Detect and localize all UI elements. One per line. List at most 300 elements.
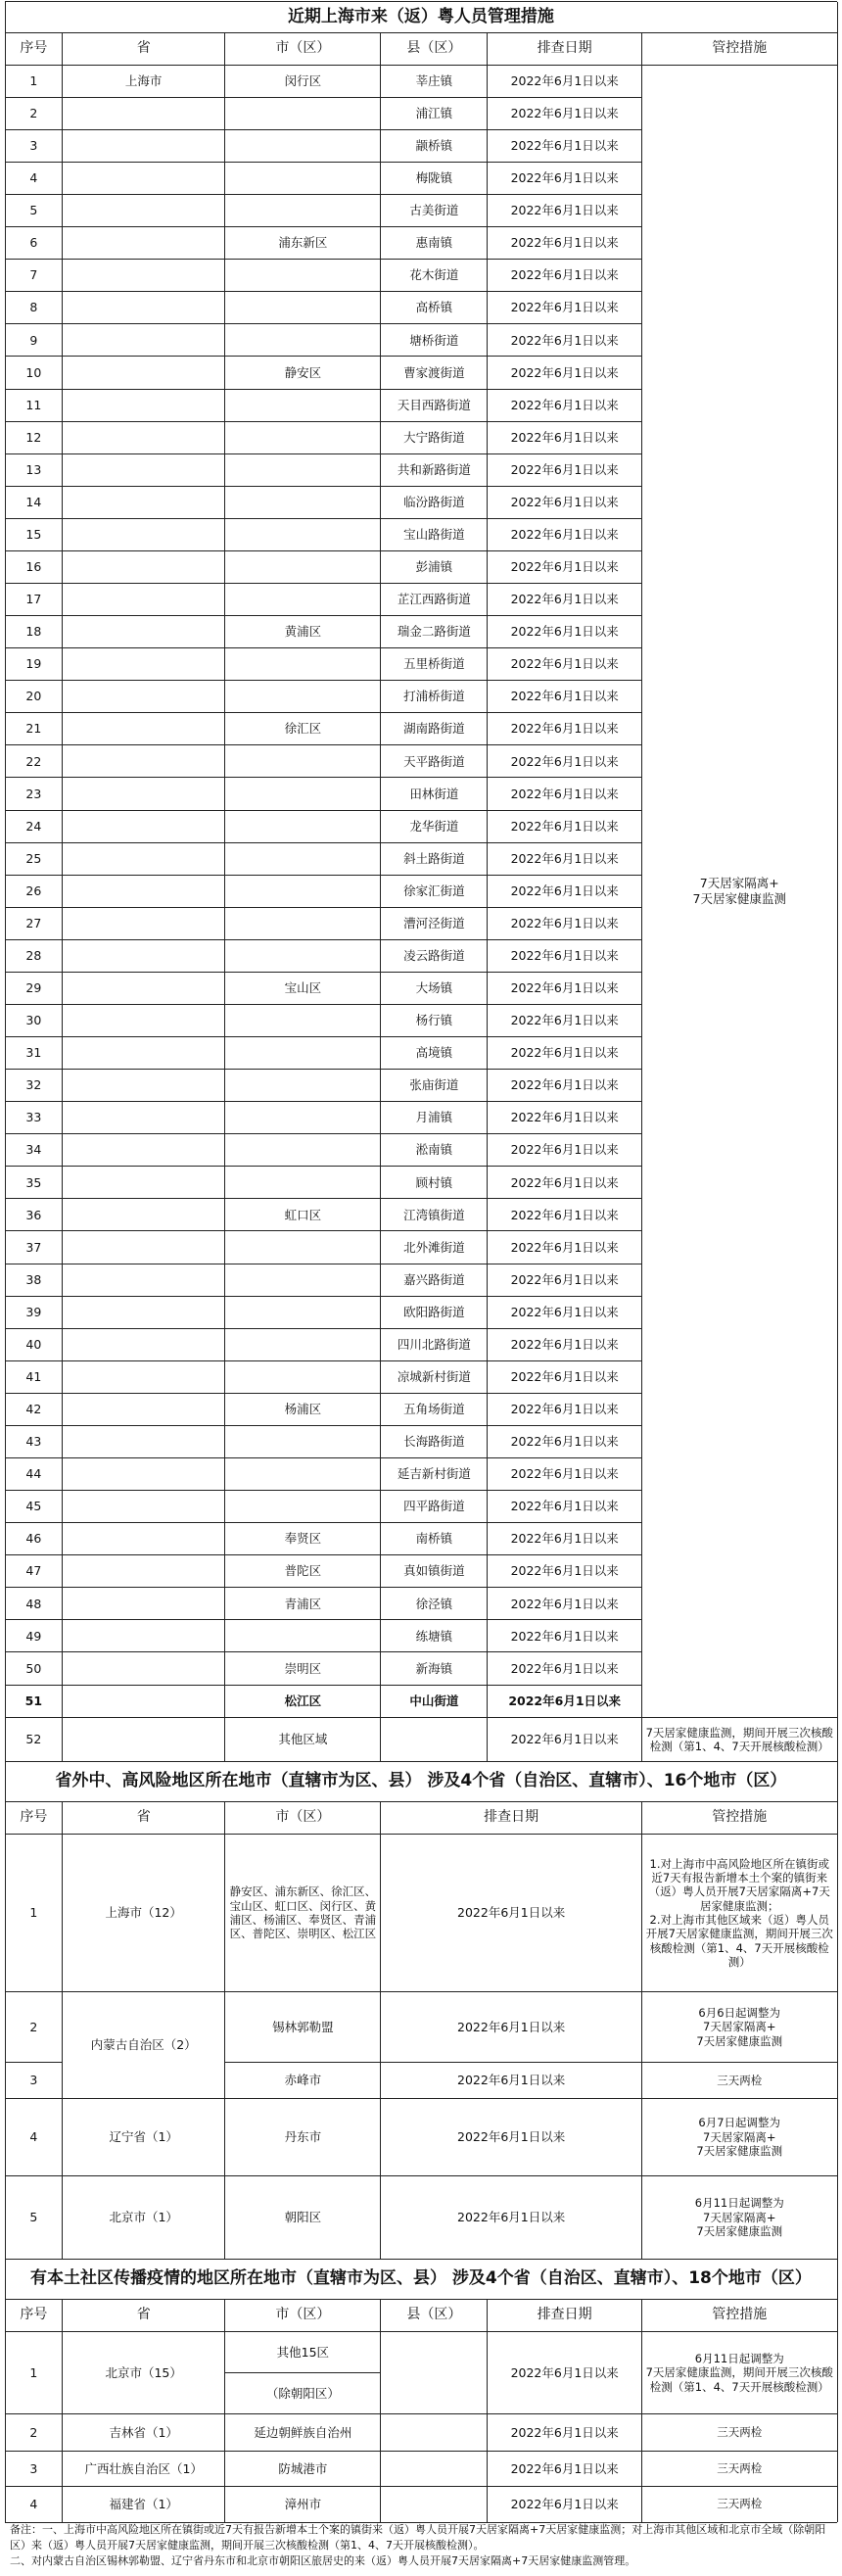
town-name: 彭浦镇 [415, 559, 453, 575]
city-name: 丹东市 [284, 2129, 322, 2145]
footnote-line: 二、对内蒙古自治区锡林郭勒盟、辽宁省丹东市和北京市朝阳区旅居史的来（返）粤人员开展7天居家隔离+7天居家健康监测管理。 [10, 2553, 636, 2567]
section1-header-3: 县（区） [406, 40, 462, 57]
province-name: 福建省（1） [109, 2496, 178, 2511]
table-rule [5, 1328, 641, 1329]
table-rule [487, 2299, 488, 2522]
province-name: 辽宁省（1） [109, 2129, 178, 2145]
row-number: 2 [29, 2019, 38, 2034]
check-date: 2022年6月1日以来 [510, 2424, 619, 2440]
check-date: 2022年6月1日以来 [510, 786, 619, 801]
row-number: 52 [25, 1732, 42, 1747]
row-number: 13 [25, 461, 42, 477]
check-date: 2022年6月1日以来 [510, 850, 619, 866]
row-number: 47 [25, 1563, 42, 1579]
check-date: 2022年6月1日以来 [510, 1499, 619, 1514]
town-name: 斜土路街道 [403, 850, 465, 866]
row-number: 4 [29, 2129, 38, 2145]
town-name: 古美街道 [409, 203, 459, 218]
district-name: 浦东新区 [278, 235, 328, 251]
row-number: 51 [24, 1693, 43, 1708]
town-name: 淞南镇 [415, 1142, 453, 1158]
table-rule [225, 2062, 837, 2063]
table-rule [5, 647, 641, 648]
control-measure: 7天居家隔离+ 7天居家健康监测 [692, 876, 786, 906]
row-number: 38 [25, 1271, 42, 1287]
district-name: 崇明区 [284, 1660, 322, 1676]
table-rule [5, 486, 641, 487]
town-name: 北外滩街道 [403, 1239, 465, 1255]
control-measure: 三天两检 [717, 2461, 763, 2476]
row-number: 16 [25, 559, 42, 575]
row-number: 25 [25, 850, 42, 866]
check-date: 2022年6月1日以来 [510, 980, 619, 996]
check-date: 2022年6月1日以来 [510, 429, 619, 445]
table-rule [5, 2098, 837, 2099]
section2-title: 省外中、高风险地区所在地市（直辖市为区、县） 涉及4个省（自治区、直辖市）、16个地市（区） [55, 1771, 787, 1791]
check-date: 2022年6月1日以来 [510, 2496, 619, 2511]
section1-header-4: 排查日期 [537, 40, 592, 57]
town-name: 月浦镇 [415, 1110, 453, 1125]
control-measure: 三天两检 [717, 2497, 763, 2511]
table-rule [487, 33, 488, 1762]
town-name: 四川北路街道 [397, 1336, 471, 1352]
check-date: 2022年6月1日以来 [510, 2460, 619, 2476]
row-number: 14 [25, 494, 42, 509]
town-name: 长海路街道 [403, 1434, 465, 1450]
town-name: 新海镇 [415, 1660, 453, 1676]
county-name [381, 2413, 488, 2452]
town-name: 徐泾镇 [415, 1596, 453, 1611]
control-measure: 6月7日起调整为 7天居家隔离+ 7天居家健康监测 [696, 2116, 783, 2159]
table-rule [5, 1457, 641, 1458]
section1-header-5: 管控措施 [712, 40, 768, 57]
table-rule [5, 1198, 641, 1199]
town-name: 颛桥镇 [415, 138, 453, 154]
row-number: 9 [29, 332, 38, 348]
table-rule [5, 2331, 837, 2332]
row-number: 49 [25, 1628, 42, 1644]
check-date: 2022年6月1日以来 [510, 1271, 619, 1287]
row-number: 44 [25, 1466, 42, 1482]
row-number: 17 [25, 592, 42, 607]
row-number: 15 [25, 527, 42, 543]
table-rule [5, 162, 641, 163]
town-name: 大宁路街道 [403, 429, 465, 445]
footnote-line: 备注：一、上海市中高风险地区所在镇街或近7天有报告新增本土个案的镇街来（返）粤人员开展7天居家隔离+7天居家健康监测；对上海市其他区域和北京市全域（除朝阳区）来（返）粤人员开展7天居家健康监测，期间开展三次核酸检测（第1、4、7天开展核酸检测）。 [10, 2523, 826, 2552]
check-date: 2022年6月1日以来 [510, 203, 619, 218]
table-rule [62, 33, 63, 1762]
table-rule [5, 32, 837, 33]
table-rule [5, 2062, 63, 2063]
district-name: 杨浦区 [284, 1402, 322, 1417]
table-rule [5, 744, 641, 745]
check-date: 2022年6月1日以来 [510, 1531, 619, 1547]
town-name: 花木街道 [409, 267, 459, 283]
row-number: 42 [25, 1402, 42, 1417]
table-rule [837, 2, 838, 1762]
table-rule [5, 939, 641, 940]
town-name: 浦江镇 [415, 106, 453, 121]
town-name: 天目西路街道 [397, 397, 471, 412]
table-rule [641, 2299, 642, 2522]
row-number: 1 [29, 72, 38, 88]
town-name: 梅陇镇 [415, 170, 453, 186]
town-name: 顾村镇 [415, 1174, 453, 1190]
table-rule [5, 421, 641, 422]
table-rule [224, 33, 225, 1762]
table-rule [5, 1036, 641, 1037]
town-name: 四平路街道 [403, 1499, 465, 1514]
check-date: 2022年6月1日以来 [510, 364, 619, 380]
town-name: 中山街道 [409, 1693, 459, 1708]
check-date: 2022年6月1日以来 [510, 494, 619, 509]
row-number: 20 [25, 689, 42, 704]
section2-header-0: 序号 [20, 1809, 48, 1825]
section2-header-4: 管控措施 [712, 1809, 768, 1825]
control-measure: 三天两检 [717, 2073, 763, 2087]
town-name: 练塘镇 [415, 1628, 453, 1644]
row-number: 27 [25, 915, 42, 930]
table-rule [5, 259, 641, 260]
table-rule [5, 1004, 641, 1005]
control-measure: 7天居家健康监测，期间开展三次核酸检测（第1、4、7天开展核酸检测） [645, 1725, 833, 1753]
check-date: 2022年6月1日以来 [510, 332, 619, 348]
table-rule [5, 2413, 837, 2414]
row-number: 12 [25, 429, 42, 445]
table-rule [62, 1801, 63, 2260]
check-date: 2022年6月1日以来 [510, 1077, 619, 1093]
table-rule [5, 1651, 641, 1652]
section3-header-0: 序号 [20, 2307, 48, 2322]
table-rule [380, 1801, 381, 2260]
row-number: 32 [25, 1077, 42, 1093]
control-measure: 6月11日起调整为 7天居家健康监测，期间开展三次核酸检测（第1、4、7天开展核酸检测） [645, 2351, 833, 2394]
district-name: 宝山区 [284, 980, 322, 996]
section2-header-1: 省 [136, 1809, 151, 1825]
district-name: 静安区 [284, 364, 322, 380]
town-name: 曹家渡街道 [403, 364, 465, 380]
table-rule [5, 1360, 641, 1361]
table-rule [837, 2260, 838, 2522]
table-rule [5, 550, 641, 551]
city-name: 锡林郭勒盟 [272, 2019, 334, 2034]
check-date: 2022年6月1日以来 [510, 1368, 619, 1384]
section1-header-0: 序号 [20, 40, 48, 57]
row-number: 29 [25, 980, 42, 996]
control-measure: 三天两检 [717, 2425, 763, 2440]
row-number: 3 [29, 138, 38, 154]
town-name: 真如镇街道 [403, 1563, 465, 1579]
table-rule [641, 1801, 642, 2260]
table-rule [5, 1166, 641, 1167]
check-date: 2022年6月1日以来 [510, 656, 619, 672]
check-date: 2022年6月1日以来 [510, 1628, 619, 1644]
table-rule [5, 1619, 641, 1620]
check-date: 2022年6月1日以来 [510, 559, 619, 575]
table-rule [5, 2486, 837, 2487]
table-rule [5, 1296, 641, 1297]
county-name [381, 2332, 488, 2414]
district-name: 黄浦区 [284, 624, 322, 640]
table-rule [5, 1133, 641, 1134]
check-date: 2022年6月1日以来 [510, 1013, 619, 1028]
province-name: 内蒙古自治区（2） [90, 2037, 197, 2053]
control-measure: 1.对上海市中高风险地区所在镇街或近7天有报告新增本土个案的镇街来（返）粤人员开展7天居家隔离+7天居家健康监测； 2.对上海市其他区域来（返）粤人员开展7天居家健康监测，期间开展三次核酸检测（第1、4、7天开展核酸检测） [645, 1856, 833, 1970]
check-date: 2022年6月1日以来 [510, 1434, 619, 1450]
town-name: 高桥镇 [415, 300, 453, 315]
city-name: 延边朝鲜族自治州 [254, 2424, 352, 2440]
town-name: 高境镇 [415, 1045, 453, 1061]
table-rule [5, 1991, 837, 1992]
check-date: 2022年6月1日以来 [510, 883, 619, 898]
town-name: 张庙街道 [409, 1077, 459, 1093]
footnote [5, 2522, 837, 2573]
town-name: 天平路街道 [403, 753, 465, 769]
table-rule [5, 2, 6, 1762]
check-date: 2022年6月1日以来 [510, 753, 619, 769]
table-rule [5, 1490, 641, 1491]
check-date: 2022年6月1日以来 [510, 72, 619, 88]
town-name: 龙华街道 [409, 818, 459, 834]
table-rule [5, 2299, 837, 2300]
table-rule [5, 972, 641, 973]
town-name: 田林街道 [409, 786, 459, 801]
province-name: 上海市（12） [105, 1905, 182, 1921]
check-date: 2022年6月1日以来 [510, 170, 619, 186]
row-number: 26 [25, 883, 42, 898]
district-name: 松江区 [284, 1693, 322, 1708]
section3-header-4: 排查日期 [537, 2307, 592, 2322]
city-name: 静安区、浦东新区、徐汇区、宝山区、虹口区、闵行区、黄浦区、杨浦区、奉贤区、青浦区、普陀区、崇明区、松江区 [229, 1884, 377, 1941]
row-number: 3 [29, 2460, 38, 2476]
check-date: 2022年6月1日以来 [457, 1905, 566, 1921]
row-number: 8 [29, 300, 38, 315]
table-rule [5, 97, 641, 98]
town-name: 大场镇 [415, 980, 453, 996]
table-rule [5, 356, 641, 357]
table-rule [5, 2260, 6, 2522]
table-rule [5, 291, 641, 292]
town-name: 共和新路街道 [397, 461, 471, 477]
table-rule [380, 2299, 381, 2522]
town-name: 芷江西路街道 [397, 592, 471, 607]
row-number: 36 [25, 1207, 42, 1222]
district-name: 其他区域 [278, 1732, 328, 1747]
row-number: 37 [25, 1239, 42, 1255]
section3-header-3: 县（区） [406, 2307, 462, 2322]
town-name: 宝山路街道 [403, 527, 465, 543]
county-name [381, 2452, 488, 2486]
row-number: 46 [25, 1531, 42, 1547]
section2-header-3: 排查日期 [484, 1809, 539, 1825]
row-number: 3 [29, 2073, 38, 2088]
town-name: 瑞金二路街道 [397, 624, 471, 640]
row-number: 6 [29, 235, 38, 251]
row-number: 2 [29, 106, 38, 121]
row-number: 23 [25, 786, 42, 801]
check-date: 2022年6月1日以来 [510, 1596, 619, 1611]
district-name: 奉贤区 [284, 1531, 322, 1547]
row-number: 2 [29, 2424, 38, 2440]
row-number: 10 [25, 364, 42, 380]
check-date: 2022年6月1日以来 [510, 915, 619, 930]
district-name: 闵行区 [284, 72, 322, 88]
table-rule [5, 1393, 641, 1394]
table-rule [5, 1587, 641, 1588]
table-rule [5, 1101, 641, 1102]
check-date: 2022年6月1日以来 [510, 1110, 619, 1125]
control-measure: 6月6日起调整为 7天居家隔离+ 7天居家健康监测 [696, 2005, 783, 2048]
check-date: 2022年6月1日以来 [510, 1045, 619, 1061]
town-name: 湖南路街道 [403, 721, 465, 737]
table-rule [5, 1554, 641, 1555]
row-number: 11 [25, 397, 42, 412]
county-name [381, 2486, 488, 2522]
row-number: 41 [25, 1368, 42, 1384]
check-date: 2022年6月1日以来 [457, 2073, 566, 2088]
check-date: 2022年6月1日以来 [457, 2210, 566, 2225]
check-date: 2022年6月1日以来 [510, 818, 619, 834]
table-rule [5, 1762, 6, 2260]
check-date: 2022年6月1日以来 [508, 1693, 622, 1708]
table-rule [642, 1717, 838, 1718]
row-number: 4 [29, 2496, 38, 2511]
province-name: 广西壮族自治区（1） [84, 2460, 203, 2476]
row-number: 28 [25, 948, 42, 964]
row-number: 50 [25, 1660, 42, 1676]
table-rule [5, 777, 641, 778]
table-rule [224, 2299, 225, 2522]
check-date: 2022年6月1日以来 [510, 948, 619, 964]
row-number: 48 [25, 1596, 42, 1611]
check-date: 2022年6月1日以来 [510, 138, 619, 154]
row-number: 19 [25, 656, 42, 672]
town-name: 五角场街道 [403, 1402, 465, 1417]
city-name: 赤峰市 [284, 2073, 322, 2088]
check-date: 2022年6月1日以来 [510, 235, 619, 251]
table-rule [5, 1, 837, 2]
table-rule [5, 810, 641, 811]
table-rule [5, 680, 641, 681]
province-name: 北京市（1） [109, 2210, 178, 2225]
row-number: 4 [29, 170, 38, 186]
check-date: 2022年6月1日以来 [510, 624, 619, 640]
district-name: 虹口区 [284, 1207, 322, 1222]
check-date: 2022年6月1日以来 [510, 592, 619, 607]
table-rule [5, 2175, 837, 2176]
table-rule [5, 583, 641, 584]
town-name: 漕河泾街道 [403, 915, 465, 930]
town-name: 凉城新村街道 [397, 1368, 471, 1384]
town-name: 欧阳路街道 [403, 1304, 465, 1319]
check-date: 2022年6月1日以来 [457, 2019, 566, 2034]
row-number: 35 [25, 1174, 42, 1190]
check-date: 2022年6月1日以来 [510, 689, 619, 704]
table-rule [5, 842, 641, 843]
check-date: 2022年6月1日以来 [510, 527, 619, 543]
row-number: 1 [29, 1905, 38, 1921]
table-rule [5, 875, 641, 876]
table-rule [5, 1069, 641, 1070]
row-number: 22 [25, 753, 42, 769]
row-number: 18 [25, 624, 42, 640]
control-measure: 6月11日起调整为 7天居家隔离+ 7天居家健康监测 [694, 2196, 784, 2239]
city-name: 其他15区 [276, 2344, 330, 2360]
district-name: 青浦区 [284, 1596, 322, 1611]
section3-header-5: 管控措施 [712, 2307, 768, 2322]
row-number: 5 [29, 203, 38, 218]
town-name: 嘉兴路街道 [403, 1271, 465, 1287]
row-number: 45 [25, 1499, 42, 1514]
table-rule [5, 1685, 641, 1686]
town-name: 塘桥街道 [409, 332, 459, 348]
section3-header-2: 市（区） [275, 2307, 331, 2322]
province-name: 北京市（15） [105, 2364, 182, 2380]
table-rule [5, 1425, 641, 1426]
section3-title: 有本土社区传播疫情的地区所在地市（直辖市为区、县） 涉及4个省（自治区、直辖市）、18个地市（区） [29, 2268, 812, 2289]
table-rule [5, 389, 641, 390]
city-name: 防城港市 [278, 2460, 328, 2476]
table-rule [5, 1230, 641, 1231]
check-date: 2022年6月1日以来 [510, 397, 619, 412]
table-rule [5, 1522, 641, 1523]
table-rule [5, 129, 641, 130]
section1-header-1: 省 [136, 40, 151, 57]
check-date: 2022年6月1日以来 [510, 1174, 619, 1190]
town-name: 莘庄镇 [415, 72, 453, 88]
table-rule [5, 453, 641, 454]
check-date: 2022年6月1日以来 [510, 1142, 619, 1158]
check-date: 2022年6月1日以来 [510, 300, 619, 315]
table-rule [5, 323, 641, 324]
table-rule [5, 65, 837, 66]
check-date: 2022年6月1日以来 [510, 1660, 619, 1676]
section3-header-1: 省 [136, 2307, 151, 2322]
district-name: 徐汇区 [284, 721, 322, 737]
row-number: 1 [29, 2364, 38, 2380]
row-number: 39 [25, 1304, 42, 1319]
check-date: 2022年6月1日以来 [510, 1563, 619, 1579]
table-rule [225, 2372, 381, 2373]
town-name: 五里桥街道 [403, 656, 465, 672]
row-number: 30 [25, 1013, 42, 1028]
city-name-note: （除朝阳区） [265, 2385, 340, 2401]
row-number: 34 [25, 1142, 42, 1158]
table-rule [5, 1717, 641, 1718]
town-name: 南桥镇 [415, 1531, 453, 1547]
row-number: 21 [25, 721, 42, 737]
city-name: 朝阳区 [284, 2210, 322, 2225]
check-date: 2022年6月1日以来 [510, 1402, 619, 1417]
check-date: 2022年6月1日以来 [510, 267, 619, 283]
row-number: 24 [25, 818, 42, 834]
table-rule [5, 615, 641, 616]
check-date: 2022年6月1日以来 [510, 2364, 619, 2380]
table-rule [5, 518, 641, 519]
town-name: 江湾镇街道 [403, 1207, 465, 1222]
row-number: 31 [25, 1045, 42, 1061]
table-rule [5, 712, 641, 713]
table-rule [5, 1834, 837, 1835]
check-date: 2022年6月1日以来 [510, 1336, 619, 1352]
row-number: 33 [25, 1110, 42, 1125]
table-rule [62, 2299, 63, 2522]
check-date: 2022年6月1日以来 [510, 721, 619, 737]
table-rule [5, 2451, 837, 2452]
town-name: 惠南镇 [415, 235, 453, 251]
check-date: 2022年6月1日以来 [510, 461, 619, 477]
section2-header-2: 市（区） [275, 1809, 331, 1825]
